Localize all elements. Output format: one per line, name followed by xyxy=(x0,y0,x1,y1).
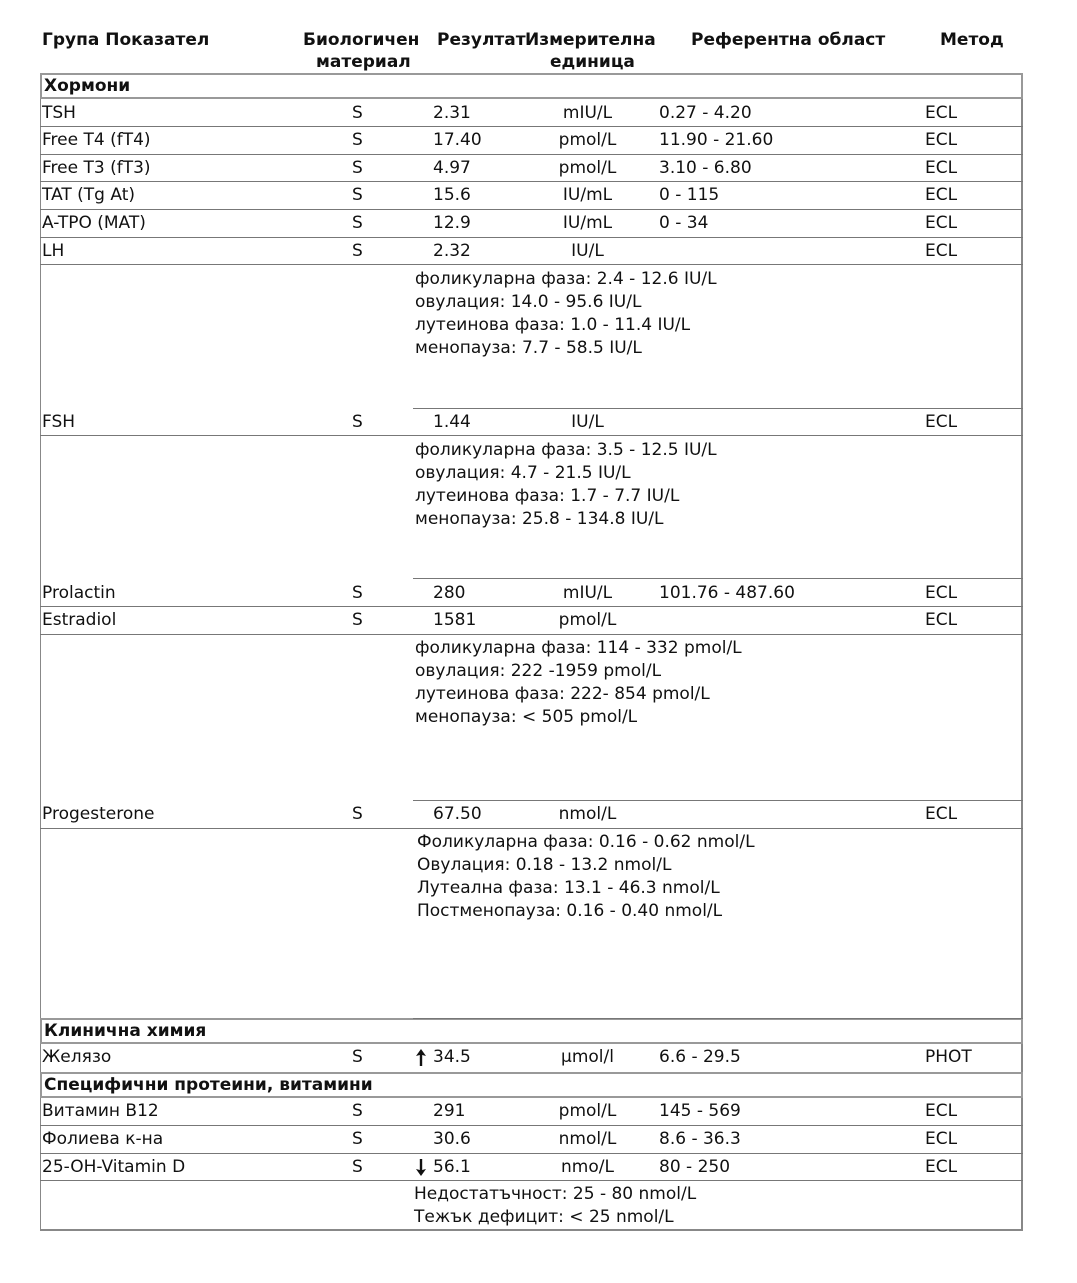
analyte-name: Free T4 (fT4) xyxy=(42,130,151,150)
unit-cell: pmol/L xyxy=(558,130,617,150)
method-cell: ECL xyxy=(925,610,958,630)
vitamin-d-reference-notes xyxy=(414,1183,696,1229)
reference-range-cell: 6.6 - 29.5 xyxy=(659,1047,741,1067)
result-cell: 17.40 xyxy=(433,130,482,150)
result-cell: 1581 xyxy=(433,610,477,630)
arrow-up-icon xyxy=(416,1049,426,1066)
analyte-name: Витамин B12 xyxy=(42,1101,159,1121)
material-cell: S xyxy=(352,158,363,178)
result-cell: 1.44 xyxy=(433,412,471,432)
table-row xyxy=(40,1154,1023,1181)
note-line: Лутеална фаза: 13.1 - 46.3 nmol/L xyxy=(417,878,720,898)
method-cell: ECL xyxy=(925,583,958,603)
reference-range-cell: 145 - 569 xyxy=(659,1101,741,1121)
reference-range-cell: 3.10 - 6.80 xyxy=(659,158,752,178)
col-header-method: Метод xyxy=(940,30,1004,50)
analyte-name: TAT (Tg At) xyxy=(42,185,136,205)
analyte-name: Free T3 (fT3) xyxy=(42,158,151,178)
unit-cell: IU/mL xyxy=(562,213,613,233)
material-cell: S xyxy=(352,1129,363,1149)
row-divider xyxy=(40,634,1023,635)
unit-cell: nmo/L xyxy=(561,1157,614,1177)
note-line: менопауза: 7.7 - 58.5 IU/L xyxy=(415,338,642,358)
reference-range-cell: 11.90 - 21.60 xyxy=(659,130,774,150)
col-header-result: Резултат xyxy=(437,30,526,50)
unit-cell: IU/L xyxy=(571,412,604,432)
table-row xyxy=(40,607,1023,634)
table-row xyxy=(40,182,1023,209)
result-cell: 67.50 xyxy=(433,804,482,824)
note-line: лутеинова фаза: 222- 854 pmol/L xyxy=(415,684,710,704)
result-cell: 280 xyxy=(433,583,466,603)
analyte-name: FSH xyxy=(42,412,76,432)
material-cell: S xyxy=(352,213,363,233)
table-row xyxy=(40,1098,1023,1125)
reference-range-cell: 8.6 - 36.3 xyxy=(659,1129,741,1149)
note-line: Фоликуларна фаза: 0.16 - 0.62 nmol/L xyxy=(417,832,755,852)
note-line: менопауза: 25.8 - 134.8 IU/L xyxy=(415,509,664,529)
col-header-group: Група Показател xyxy=(42,30,210,50)
note-line: Тежък дефицит: < 25 nmol/L xyxy=(414,1207,674,1227)
unit-cell: pmol/L xyxy=(558,158,617,178)
unit-cell: mIU/L xyxy=(562,583,613,603)
analyte-name: A-TPO (MAT) xyxy=(42,213,146,233)
analyte-name: LH xyxy=(42,241,65,261)
note-line: лутеинова фаза: 1.0 - 11.4 IU/L xyxy=(415,315,691,335)
row-divider xyxy=(413,578,1023,579)
material-cell: S xyxy=(352,1101,363,1121)
row-divider xyxy=(40,828,1023,829)
method-cell: ECL xyxy=(925,1157,958,1177)
unit-cell: pmol/L xyxy=(558,1101,617,1121)
note-line: лутеинова фаза: 1.7 - 7.7 IU/L xyxy=(415,486,680,506)
method-cell: ECL xyxy=(925,103,958,123)
material-cell: S xyxy=(352,412,363,432)
unit-cell: mIU/L xyxy=(562,103,613,123)
note-line: овулация: 222 -1959 pmol/L xyxy=(415,661,662,681)
result-cell: 12.9 xyxy=(433,213,471,233)
reference-range-cell: 101.76 - 487.60 xyxy=(659,583,795,603)
material-cell: S xyxy=(352,185,363,205)
analyte-name: Progesterone xyxy=(42,804,155,824)
table-row xyxy=(40,100,1023,127)
material-cell: S xyxy=(352,103,363,123)
material-cell: S xyxy=(352,1047,363,1067)
note-line: фоликуларна фаза: 2.4 - 12.6 IU/L xyxy=(415,269,717,289)
method-cell: ECL xyxy=(925,804,958,824)
method-cell: ECL xyxy=(925,1101,958,1121)
method-cell: ECL xyxy=(925,1129,958,1149)
note-line: Недостатъчност: 25 - 80 nmol/L xyxy=(414,1184,697,1204)
material-cell: S xyxy=(352,583,363,603)
unit-cell: pmol/L xyxy=(558,610,617,630)
note-line: Постменопауза: 0.16 - 0.40 nmol/L xyxy=(417,901,723,921)
analyte-name: TSH xyxy=(42,103,76,123)
table-row xyxy=(40,155,1023,182)
section-specific-proteins: Специфични протеини, витамини xyxy=(40,1072,1023,1098)
result-cell: 30.6 xyxy=(433,1129,471,1149)
lh-reference-notes xyxy=(415,268,717,360)
result-cell: 2.31 xyxy=(433,103,471,123)
note-line: Овулация: 0.18 - 13.2 nmol/L xyxy=(417,855,672,875)
table-row xyxy=(40,1126,1023,1153)
unit-cell: µmol/l xyxy=(561,1047,614,1067)
method-cell: ECL xyxy=(925,185,958,205)
section-hormones: Хормони xyxy=(40,73,1023,99)
analyte-name: Prolactin xyxy=(42,583,116,603)
estradiol-reference-notes xyxy=(415,637,742,729)
table-row xyxy=(40,409,1023,436)
row-divider xyxy=(413,1018,1023,1019)
reference-range-cell: 0.27 - 4.20 xyxy=(659,103,752,123)
table-row xyxy=(40,580,1023,607)
unit-cell: nmol/L xyxy=(558,1129,617,1149)
section-clinical-chemistry: Клинична химия xyxy=(40,1018,1023,1044)
reference-range-cell: 80 - 250 xyxy=(659,1157,731,1177)
reference-range-cell: 0 - 34 xyxy=(659,213,709,233)
col-header-unit-1: Измерителна xyxy=(525,30,656,50)
fsh-reference-notes xyxy=(415,439,717,531)
method-cell: ECL xyxy=(925,158,958,178)
note-line: менопауза: < 505 pmol/L xyxy=(415,707,638,727)
analyte-name: Estradiol xyxy=(42,610,117,630)
method-cell: ECL xyxy=(925,412,958,432)
material-cell: S xyxy=(352,610,363,630)
material-cell: S xyxy=(352,804,363,824)
material-cell: S xyxy=(352,241,363,261)
result-cell: 15.6 xyxy=(433,185,471,205)
note-line: фоликуларна фаза: 114 - 332 pmol/L xyxy=(415,638,742,658)
material-cell: S xyxy=(352,1157,363,1177)
col-header-bio-2: материал xyxy=(316,52,411,72)
result-cell: 34.5 xyxy=(433,1047,471,1067)
col-header-ref: Референтна област xyxy=(691,30,886,50)
note-line: овулация: 4.7 - 21.5 IU/L xyxy=(415,463,631,483)
result-cell: 291 xyxy=(433,1101,466,1121)
reference-range-cell: 0 - 115 xyxy=(659,185,720,205)
method-cell: PHOT xyxy=(925,1047,972,1067)
table-row xyxy=(40,127,1023,154)
arrow-down-icon xyxy=(416,1159,426,1176)
result-cell: 4.97 xyxy=(433,158,471,178)
col-header-bio-1: Биологичен xyxy=(303,30,420,50)
table-row xyxy=(40,210,1023,237)
method-cell: ECL xyxy=(925,241,958,261)
progesterone-reference-notes xyxy=(417,831,755,923)
analyte-name: Желязо xyxy=(42,1047,112,1067)
note-line: фоликуларна фаза: 3.5 - 12.5 IU/L xyxy=(415,440,717,460)
result-cell: 2.32 xyxy=(433,241,471,261)
note-line: овулация: 14.0 - 95.6 IU/L xyxy=(415,292,642,312)
col-header-unit-2: единица xyxy=(550,52,635,72)
table-row xyxy=(40,238,1023,265)
table-row xyxy=(40,1044,1023,1071)
method-cell: ECL xyxy=(925,213,958,233)
table-row xyxy=(40,801,1023,828)
material-cell: S xyxy=(352,130,363,150)
analyte-name: 25-OH-Vitamin D xyxy=(42,1157,186,1177)
method-cell: ECL xyxy=(925,130,958,150)
result-cell: 56.1 xyxy=(433,1157,471,1177)
unit-cell: nmol/L xyxy=(558,804,617,824)
unit-cell: IU/mL xyxy=(562,185,613,205)
analyte-name: Фолиева к-на xyxy=(42,1129,164,1149)
unit-cell: IU/L xyxy=(571,241,604,261)
